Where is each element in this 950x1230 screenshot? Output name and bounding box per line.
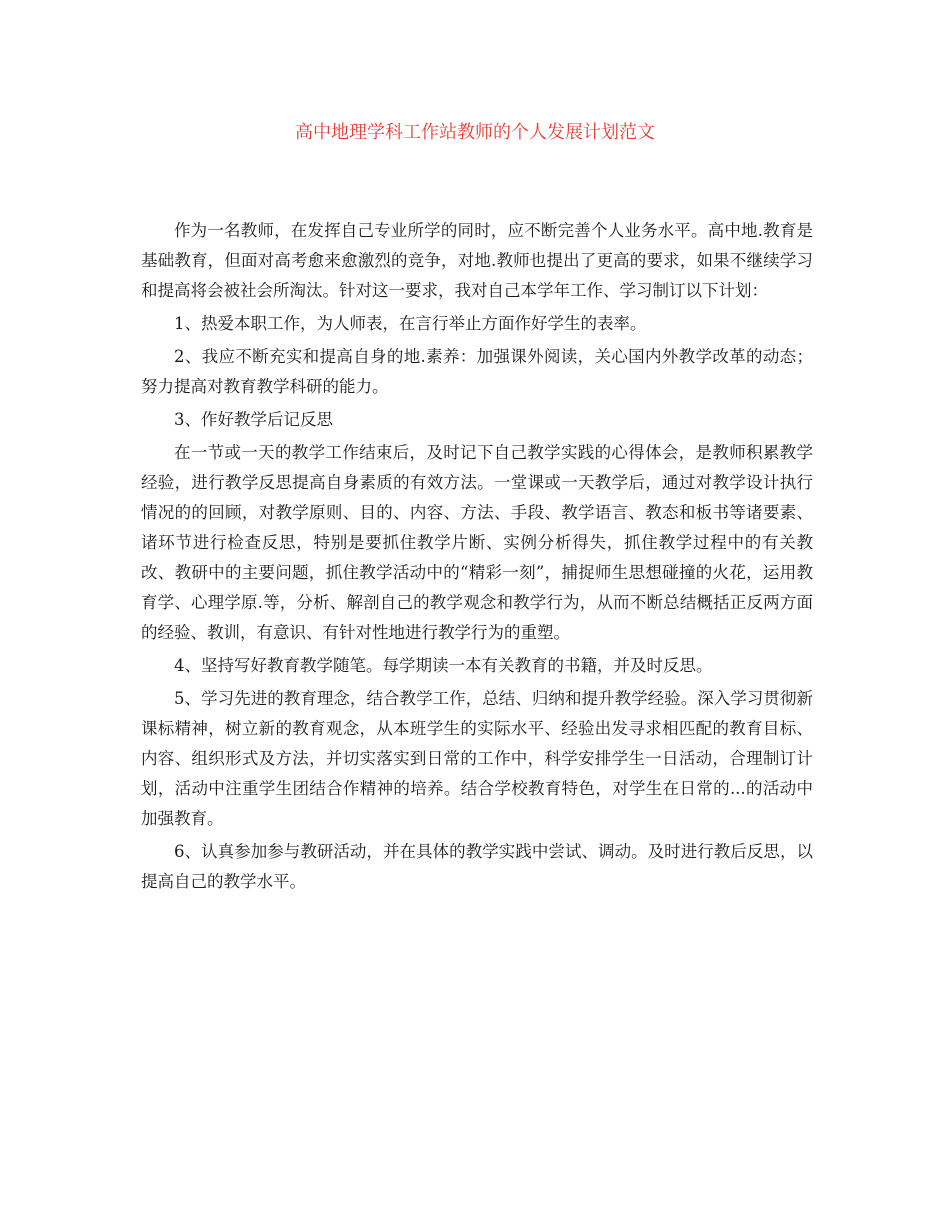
document-title: 高中地理学科工作站教师的个人发展计划范文: [295, 122, 655, 143]
plan-item-3-detail: 在一节或一天的教学工作结束后，及时记下自己教学实践的心得体会，是教师积累教学经验，进行教学反思提高自身素质的有效方法。一堂课或一天教学后，通过对教学设计执行情况的的回顾，对教学原则、目的、内容、方法、手段、教学语言、教态和板书等诸要素、诸环节进行检查反思，特别是要抓住教学片断、实例分析得失，抓住教学过程中的有关教改、教研中的主要问题，抓住教学活动中的“精彩一刻”，捕捉师生思想碰撞的火花，运用教育学、心理学原.等，分析、解剖自己的教学观念和教学行为，从而不断总结概括正反两方面的经验、教训，有意识、有针对性地进行教学行为的重塑。: [141, 443, 813, 642]
plan-item-5: 5、学习先进的教育理念，结合教学工作，总结、归纳和提升教学经验。深入学习贯彻新课标精神，树立新的教育观念，从本班学生的实际水平、经验出发寻求相匹配的教育目标、内容、组织形式及方法，并切实落实到日常的工作中，科学安排学生一日活动，合理制订计划，活动中注重学生团结合作精神的培养。结合学校教育特色，对学生在日常的...的活动中加强教育。: [141, 689, 813, 828]
plan-item-3: 3、作好教学后记反思: [174, 410, 333, 429]
plan-item-6: 6、认真参加参与教研活动，并在具体的教学实践中尝试、调动。及时进行教后反思，以提高自己的教学水平。: [141, 842, 813, 891]
document-body: [141, 216, 813, 900]
plan-item-1: 1、热爱本职工作，为人师表，在言行举止方面作好学生的表率。: [174, 314, 647, 333]
plan-item-2: 2、我应不断充实和提高自身的地.素养：加强课外阅读，关心国内外教学改革的动态；努力提高对教育教学科研的能力。: [141, 347, 813, 396]
plan-item-4: 4、坚持写好教育教学随笔。每学期读一本有关教育的书籍，并及时反思。: [174, 656, 713, 675]
intro-paragraph: 作为一名教师，在发挥自己专业所学的同时，应不断完善个人业务水平。高中地.教育是基础教育，但面对高考愈来愈激烈的竞争，对地.教师也提出了更高的要求，如果不继续学习和提高将会被社会所淘汰。针对这一要求，我对自己本学年工作、学习制订以下计划：: [141, 221, 813, 300]
